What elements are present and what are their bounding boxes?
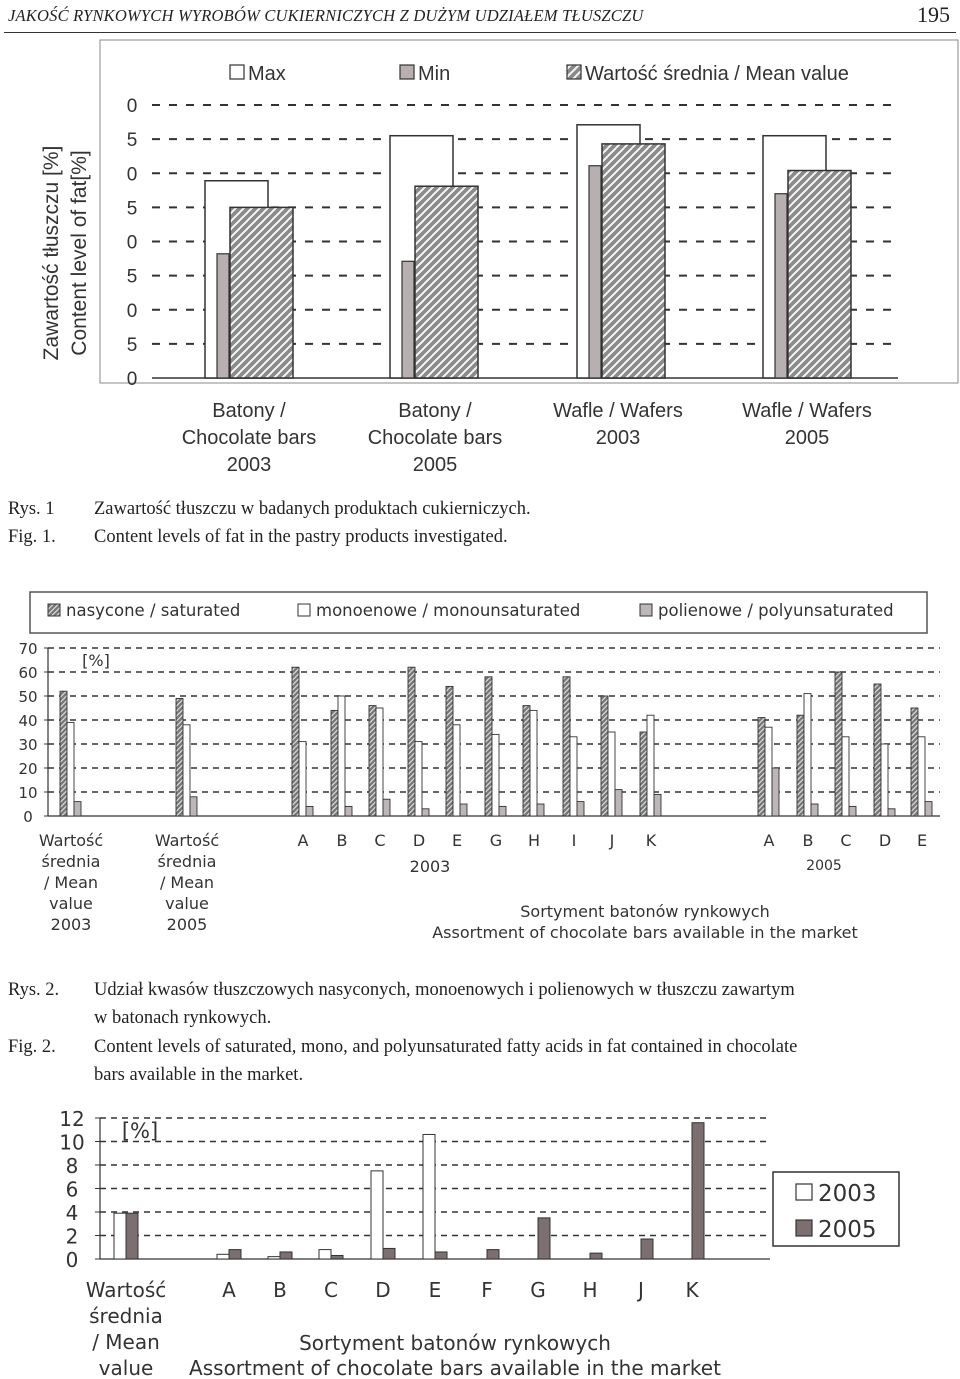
figure-3-x-label-en: Assortment of chocolate bars available in the market: [189, 1356, 721, 1379]
figure-3-unit-label: [%]: [121, 1119, 159, 1143]
figure-2-bar-monounsaturated: [453, 725, 460, 816]
figure-2-bar-monounsaturated: [765, 727, 772, 816]
figure-1-y-axis-label: [40, 146, 91, 361]
figure-2-bar-monounsaturated: [492, 734, 499, 816]
figure-2-bar-saturated: [176, 698, 183, 816]
figure-2-category-label: D: [878, 831, 892, 850]
figure-2-legend-label: monoenowe / monounsaturated: [316, 601, 581, 620]
figure-2-bar-polyunsaturated: [460, 804, 467, 816]
figure-3-category-label: D: [375, 1278, 391, 1302]
figure-2-y-ticks: [18, 640, 37, 826]
running-title: JAKOŚĆ RYNKOWYCH WYROBÓW CUKIERNICZYCH Z DUŻYM UDZIAŁEM TŁUSZCZU: [8, 6, 644, 25]
figure-1-category-label: Chocolate bars: [367, 427, 503, 449]
figure-3-bar-2005: [538, 1218, 550, 1259]
figure-2-bar-polyunsaturated: [537, 804, 544, 816]
figure-2-label-en: Fig. 2.: [8, 1037, 56, 1057]
figure-3-legend: [773, 1172, 899, 1246]
figure-3-y-tick-label: 12: [59, 1107, 85, 1131]
figure-2-bar-polyunsaturated: [888, 809, 895, 816]
figure-2-category-label: value: [49, 894, 93, 913]
figure-2-category-label: / Mean: [159, 873, 215, 892]
figure-2-year-label-2003: 2003: [409, 857, 451, 876]
figure-3-chart: [0, 1100, 960, 1379]
figure-1-chart: [0, 0, 960, 490]
figure-1-y-label-pl: Zawartość tłuszczu [%]: [40, 145, 63, 361]
figure-2-legend-label: polienowe / polyunsaturated: [658, 601, 894, 620]
figure-2-bar-saturated: [563, 677, 570, 816]
figure-1-bar-mean: [788, 171, 851, 378]
figure-2-caption-pl-line2: w batonach rynkowych.: [94, 1008, 272, 1028]
page-number: 195: [917, 2, 950, 27]
figure-2-category-label: I: [571, 831, 577, 850]
figure-1-caption-pl: Zawartość tłuszczu w badanych produktach cukierniczych.: [94, 499, 531, 519]
figure-2-bar-saturated: [331, 710, 338, 816]
figure-3-bar-2005: [641, 1239, 653, 1259]
figure-3-y-tick-label: 6: [65, 1177, 79, 1202]
figure-2-y-tick-label: 50: [18, 688, 38, 706]
figure-1-category-label: 2003: [595, 427, 641, 449]
figure-2-bar-monounsaturated: [881, 744, 888, 816]
figure-2-bar-saturated: [874, 684, 881, 816]
figure-2-bar-saturated: [797, 715, 804, 816]
figure-2-bar-saturated: [485, 677, 492, 816]
figure-3-y-ticks: [59, 1107, 84, 1272]
figure-1-bar-mean: [602, 144, 665, 378]
figure-1-y-tick-label: 0: [126, 232, 138, 254]
figure-2-category-label: J: [609, 831, 615, 850]
figure-3-bar-2005: [383, 1248, 395, 1259]
figure-2-bar-saturated: [369, 706, 376, 816]
figure-1-y-label-en: Content level of fat[%]: [68, 150, 91, 356]
figure-2-caption-pl-line1: Udział kwasów tłuszczowych nasyconych, monoenowych i polienowych w tłuszczu zawartym: [94, 980, 795, 1000]
figure-2-bar-monounsaturated: [804, 694, 811, 816]
figure-3-category-label: C: [324, 1278, 338, 1302]
figure-1-category-label: Wafle / Wafers: [553, 400, 683, 422]
figure-2-bar-polyunsaturated: [577, 802, 584, 816]
figure-3-category-label: E: [428, 1278, 442, 1302]
figure-2-bar-monounsaturated: [415, 742, 422, 816]
figure-1-y-ticks: [127, 96, 138, 390]
figure-1-label-en: Fig. 1.: [8, 527, 56, 547]
figure-2-bar-polyunsaturated: [654, 794, 661, 816]
figure-2-bar-polyunsaturated: [306, 806, 313, 816]
figure-3-y-tick-label: 0: [65, 1248, 79, 1272]
figure-2-bar-monounsaturated: [608, 732, 615, 816]
figure-2-legend: [30, 592, 927, 633]
figure-3-y-tick-label: 2: [65, 1224, 79, 1249]
figure-2-bar-polyunsaturated: [811, 804, 818, 816]
figure-3-category-label: J: [638, 1278, 644, 1302]
figure-2-y-tick-label: 70: [18, 640, 38, 658]
figure-1-legend-label: Max: [248, 63, 286, 85]
figure-1-legend-swatch: [400, 65, 414, 79]
figure-3-category-label: value: [98, 1356, 154, 1379]
figure-2-caption: [0, 976, 960, 1092]
figure-3-bar-2005: [435, 1252, 447, 1259]
figure-1-category-label: Batony /: [212, 400, 286, 422]
figure-1-legend-label: Min: [418, 63, 451, 85]
figure-1-caption: [0, 495, 960, 555]
figure-3-category-label: H: [582, 1278, 598, 1302]
figure-2-bar-monounsaturated: [647, 715, 654, 816]
figure-2-bar-saturated: [911, 708, 918, 816]
figure-2-category-label: średnia: [157, 852, 217, 871]
figure-2-bar-polyunsaturated: [422, 809, 429, 816]
figure-2-category-label: D: [412, 831, 426, 850]
figure-2-unit-label: [%]: [82, 651, 110, 670]
figure-2-chart: [0, 580, 960, 950]
figure-2-category-label: Wartość: [154, 831, 220, 850]
figure-2-category-label: A: [763, 831, 775, 850]
figure-2-legend-label: nasycone / saturated: [66, 601, 241, 620]
figure-1-bars: [205, 125, 851, 378]
figure-2-category-label: E: [916, 831, 928, 850]
figure-2-y-tick-label: 20: [18, 760, 38, 778]
figure-3-category-label: / Mean: [92, 1330, 160, 1354]
figure-2-y-tick-label: 0: [23, 808, 33, 826]
figure-2-bar-polyunsaturated: [925, 802, 932, 816]
figure-2-bar-monounsaturated: [67, 722, 74, 816]
figure-3-category-label: G: [530, 1278, 546, 1302]
figure-2-bar-saturated: [758, 718, 765, 816]
figure-2-bar-monounsaturated: [183, 725, 190, 816]
figure-3-bar-2005: [126, 1213, 138, 1259]
figure-2-y-tick-label: 60: [18, 664, 38, 682]
figure-2-category-label: C: [840, 831, 852, 850]
figure-1-y-tick-label: 5: [126, 198, 138, 220]
figure-3-bar-2003: [217, 1254, 229, 1259]
figure-2-caption-en-line1: Content levels of saturated, mono, and polyunsaturated fatty acids in fat contained in chocolate: [94, 1037, 798, 1057]
figure-2-bar-saturated: [523, 706, 530, 816]
figure-2-category-label: K: [645, 831, 657, 850]
figure-2-category-label: B: [802, 831, 814, 850]
figure-3-x-label-pl: Sortyment batonów rynkowych: [299, 1331, 611, 1355]
figure-1-legend: [230, 63, 849, 85]
figure-2-caption-en-line2: bars available in the market.: [94, 1065, 304, 1085]
figure-2-category-label: Wartość: [38, 831, 104, 850]
figure-2-category-label: E: [451, 831, 463, 850]
figure-2-bar-saturated: [60, 691, 67, 816]
figure-1-legend-label: Wartość średnia / Mean value: [585, 63, 849, 85]
figure-3-y-tick-label: 10: [59, 1130, 85, 1155]
figure-3-legend-label: 2005: [818, 1217, 877, 1243]
figure-1-bar-mean: [415, 186, 478, 378]
figure-3-bar-2003: [319, 1250, 331, 1259]
figure-1-y-tick-label: 0: [126, 96, 138, 117]
figure-2-bar-monounsaturated: [570, 737, 577, 816]
figure-2-bar-polyunsaturated: [74, 802, 81, 816]
figure-2-category-label: value: [165, 894, 209, 913]
figure-3-y-tick-label: 8: [65, 1154, 79, 1178]
figure-2-bar-saturated: [640, 732, 647, 816]
figure-1-category-label: Batony /: [398, 400, 472, 422]
figure-2-x-label-en: Assortment of chocolate bars available in the market: [432, 923, 858, 942]
figure-1-y-tick-label: 0: [126, 164, 138, 186]
figure-1-category-label: Wafle / Wafers: [742, 400, 872, 422]
figure-2-bar-saturated: [292, 667, 299, 816]
figure-3-bar-2003: [114, 1213, 126, 1259]
figure-2-x-label-pl: Sortyment batonów rynkowych: [520, 902, 770, 921]
figure-2-y-tick-label: 40: [18, 712, 38, 730]
figure-3-category-label: F: [481, 1278, 493, 1302]
figure-3-bar-2005: [487, 1250, 499, 1259]
figure-3-category-label: Wartość: [85, 1278, 167, 1302]
figure-1-legend-swatch: [567, 65, 581, 79]
figure-2-y-tick-label: 10: [18, 784, 38, 802]
figure-1-y-tick-label: 5: [126, 266, 138, 288]
figure-2-category-label: B: [336, 831, 348, 850]
figure-3-bar-2005: [590, 1253, 602, 1259]
figure-1-y-tick-label: 5: [126, 130, 138, 152]
figure-1-category-label: 2005: [784, 427, 830, 449]
figure-1-category-label: Chocolate bars: [181, 427, 317, 449]
figure-3-category-label: K: [685, 1278, 699, 1302]
figure-1-bar-min: [217, 254, 229, 378]
figure-3-y-tick-label: 4: [65, 1201, 79, 1225]
figure-3-bar-2003: [371, 1171, 383, 1259]
figure-2-bar-polyunsaturated: [190, 797, 197, 816]
figure-1-bar-mean: [230, 207, 293, 378]
figure-3-category-label: A: [222, 1278, 236, 1302]
figure-2-legend-swatch: [48, 604, 60, 616]
figure-2-bar-saturated: [408, 667, 415, 816]
figure-2-bar-saturated: [835, 672, 842, 816]
figure-2-bar-polyunsaturated: [849, 806, 856, 816]
figure-1-category-label: 2003: [226, 454, 272, 476]
figure-2-category-label: H: [527, 831, 541, 850]
figure-2-legend-swatch: [640, 604, 652, 616]
figure-2-category-label: / Mean: [43, 873, 99, 892]
figure-3-legend-swatch: [796, 1184, 812, 1200]
figure-3-bar-2005: [280, 1252, 292, 1259]
figure-2-bar-polyunsaturated: [615, 790, 622, 816]
figure-2-category-label: G: [489, 831, 503, 850]
figure-3-bar-2005: [692, 1123, 704, 1259]
figure-1-y-tick-label: 0: [126, 369, 138, 390]
figure-2-bar-saturated: [446, 686, 453, 816]
figure-1-legend-swatch: [230, 65, 244, 79]
figure-1-bar-min: [589, 166, 601, 378]
figure-2-category-label: A: [297, 831, 309, 850]
figure-3-legend-label: 2003: [818, 1181, 877, 1207]
figure-1-caption-en: Content levels of fat in the pastry products investigated.: [94, 527, 508, 547]
figure-1-y-tick-label: 5: [126, 334, 138, 356]
figure-2-bar-polyunsaturated: [345, 806, 352, 816]
figure-1-y-tick-label: 0: [126, 300, 138, 322]
figure-2-bar-polyunsaturated: [383, 799, 390, 816]
figure-3-legend-swatch: [796, 1220, 812, 1236]
figure-2-year-label-2005: 2005: [806, 858, 842, 874]
figure-2-bar-monounsaturated: [338, 696, 345, 816]
figure-1-bar-min: [402, 261, 414, 378]
figure-1-bar-min: [775, 194, 787, 378]
figure-2-bar-polyunsaturated: [499, 806, 506, 816]
figure-3-bars: [114, 1123, 704, 1259]
figure-2-bar-monounsaturated: [530, 710, 537, 816]
figure-2-category-label: C: [374, 831, 386, 850]
figure-2-category-label: średnia: [41, 852, 101, 871]
figure-2-bar-monounsaturated: [299, 742, 306, 816]
figure-3-category-label: B: [273, 1278, 287, 1302]
figure-2-bar-monounsaturated: [918, 737, 925, 816]
figure-2-category-label: 2005: [166, 915, 208, 934]
figure-2-bar-polyunsaturated: [772, 768, 779, 816]
figure-1-label-pl: Rys. 1: [8, 499, 55, 519]
figure-3-category-label: średnia: [89, 1304, 163, 1328]
figure-1-category-label: 2005: [412, 454, 458, 476]
figure-2-bars: [60, 667, 932, 816]
figure-3-bar-2005: [331, 1255, 343, 1259]
figure-2-category-label: 2003: [50, 915, 92, 934]
figure-2-legend-swatch: [298, 604, 310, 616]
figure-2-label-pl: Rys. 2.: [8, 980, 60, 1000]
figure-2-category-labels: [39, 831, 927, 934]
figure-3-bar-2003: [423, 1134, 435, 1259]
figure-2-y-tick-label: 30: [18, 736, 38, 754]
figure-2-bar-monounsaturated: [376, 708, 383, 816]
figure-2-bar-monounsaturated: [842, 737, 849, 816]
figure-3-bar-2003: [268, 1257, 280, 1259]
figure-3-bar-2005: [229, 1250, 241, 1259]
figure-2-bar-saturated: [601, 696, 608, 816]
